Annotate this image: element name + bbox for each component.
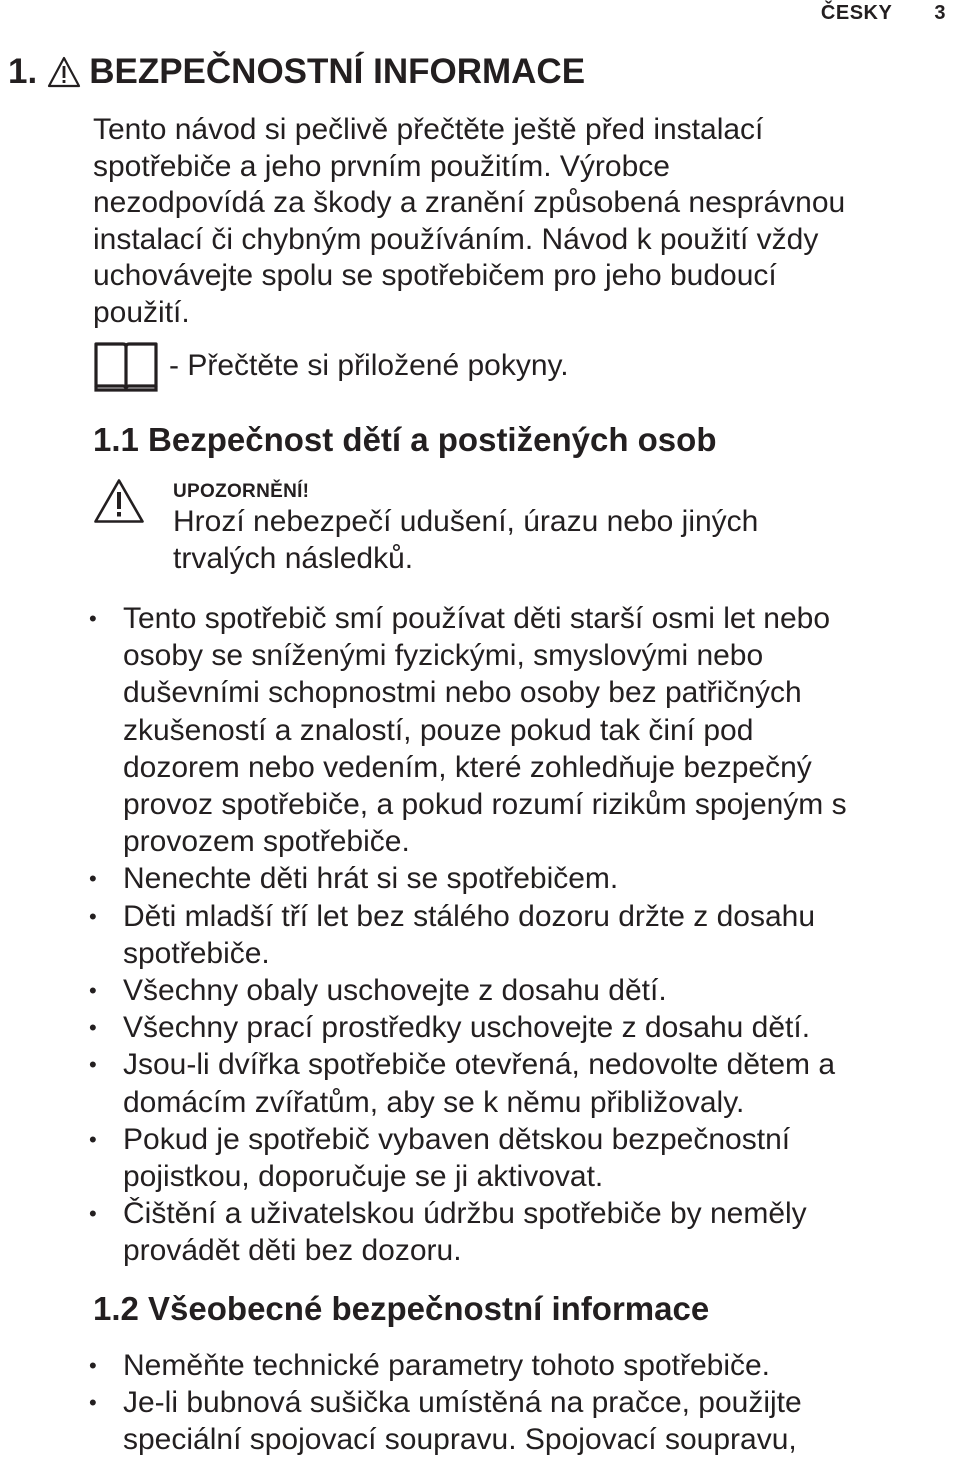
list-item-line: Nenechte děti hrát si se spotřebičem. [123,862,619,896]
list-item-line: Jsou-li dvířka spotřebiče otevřená, nedovolte dětem a [123,1048,836,1082]
intro-line: instalací či chybným používáním. Návod k použití vždy [93,222,819,256]
section-1-number: 1. [8,52,38,91]
list-item-line: Všechny prací prostředky uschovejte z dosahu dětí. [123,1011,811,1045]
child-safety-list [0,600,960,1270]
list-item-line: provádět děti bez dozoru. [123,1234,462,1268]
language-label: ČESKY [820,2,893,24]
bullet-icon: • [89,1353,97,1378]
list-item [0,860,960,897]
bullet-icon: • [89,1015,97,1041]
list-item [0,1384,960,1458]
intro-line: Tento návod si pečlivě přečtěte ještě před instalací [93,113,764,146]
page-number: 3 [934,2,946,24]
read-instructions-text: - Přečtěte si přiložené pokyny. [169,349,569,382]
list-item-line: Tento spotřebič smí používat děti starší osmi let nebo [123,602,831,635]
section-1-title-text: BEZPEČNOSTNÍ INFORMACE [89,52,586,91]
list-item-line: Všechny obaly uschovejte z dosahu dětí. [123,974,667,1008]
warning-line: Hrozí nebezpečí udušení, úrazu nebo jiných [173,505,759,538]
warning-triangle-icon [47,56,81,88]
list-item-line: provoz spotřebiče, a pokud rozumí rizikům spojeným s [123,788,847,822]
list-item-line: Je-li bubnová sušička umístěná na pračce, použijte [123,1386,802,1420]
bullet-icon: • [89,1390,97,1416]
list-item [0,600,960,860]
bullet-icon: • [89,903,97,929]
section-1-title [8,52,585,92]
warning-text [173,504,933,577]
list-item-line: domácím zvířatům, aby se k němu přibližovaly. [123,1085,745,1119]
intro-line: spotřebiče a jeho prvním použitím. Výrobce [93,149,670,183]
intro-paragraph [93,112,953,332]
open-book-icon [93,340,159,392]
bullet-icon: • [89,978,97,1004]
list-item-line: Pokud je spotřebič vybaven dětskou bezpečnostní [123,1122,791,1156]
list-item-line: Děti mladší tří let bez stálého dozoru držte z dosahu [123,899,816,933]
list-item-line: provozem spotřebiče. [123,825,410,859]
bullet-icon: • [89,606,97,631]
list-item [0,1009,960,1046]
read-instructions-row [93,340,569,392]
list-item [0,1121,960,1195]
warning-label: UPOZORNĚNÍ! [173,481,310,502]
list-item-line: duševními schopnostmi nebo osoby bez patřičných [123,676,802,710]
intro-line: nezodpovídá za škody a zranění způsobená nesprávnou [93,186,846,220]
list-item-line: osoby se sníženými fyzickými, smyslovými nebo [123,639,764,673]
page-header [821,2,946,25]
bullet-icon: • [89,1052,97,1078]
list-item-line: pojistkou, doporučuje se ji aktivovat. [123,1160,604,1194]
list-item [0,898,960,972]
warning-line: trvalých následků. [173,541,414,575]
bullet-icon: • [89,1126,97,1152]
list-item-line: spotřebiče. [123,936,270,970]
list-item-line: Neměňte technické parametry tohoto spotřebiče. [123,1349,771,1382]
bullet-icon: • [89,866,97,892]
list-item-line: dozorem nebo vedením, které zohledňuje bezpečný [123,750,812,784]
section-1-2-title: 1.2 Všeobecné bezpečnostní informace [93,1290,710,1327]
list-item [0,1046,960,1120]
bullet-icon: • [89,1201,97,1227]
general-safety-list [0,1347,960,1459]
list-item-line: zkušeností a znalostí, pouze pokud tak činí pod [123,713,754,747]
list-item [0,1347,960,1384]
intro-line: použití. [93,295,190,329]
section-1-1-title: 1.1 Bezpečnost dětí a postižených osob [93,421,717,458]
warning-triangle-icon [93,478,145,524]
intro-line: uchovávejte spolu se spotřebičem pro jeho budoucí [93,259,777,293]
list-item-line: speciální spojovací soupravu. Spojovací soupravu, [123,1423,797,1457]
list-item-line: Čištění a uživatelskou údržbu spotřebiče by neměly [123,1197,807,1231]
list-item [0,972,960,1009]
list-item [0,1195,960,1269]
